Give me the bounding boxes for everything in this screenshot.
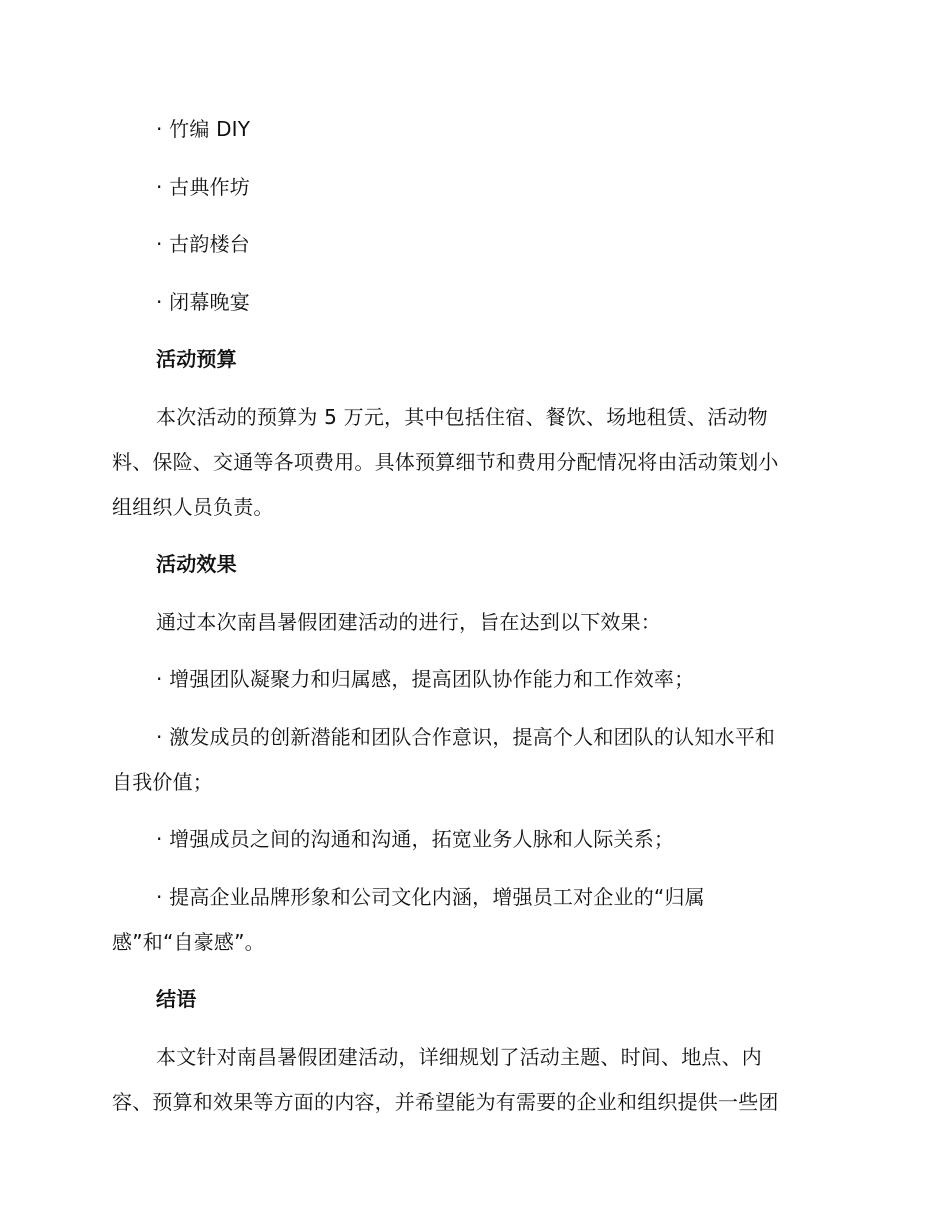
conclusion-paragraph-line: 本文针对南昌暑假团建活动，详细规划了活动主题、时间、地点、内: [156, 1045, 762, 1069]
budget-paragraph-line: 料、保险、交通等各项费用。具体预算细节和费用分配情况将由活动策划小: [112, 450, 779, 474]
effects-intro: 通过本次南昌暑假团建活动的进行，旨在达到以下效果：: [156, 610, 661, 634]
effects-heading: 活动效果: [156, 552, 237, 576]
activity-item: · 古典作坊: [156, 175, 250, 199]
effects-item-continuation: 自我价值；: [112, 770, 213, 794]
effects-item: · 激发成员的创新潜能和团队合作意识，提高个人和团队的认知水平和: [156, 725, 776, 749]
conclusion-paragraph-line: 容、预算和效果等方面的内容，并希望能为有需要的企业和组织提供一些团: [112, 1090, 779, 1114]
conclusion-heading: 结语: [156, 987, 197, 1011]
effects-item-continuation: 感”和“自豪感”。: [112, 930, 265, 954]
budget-paragraph-line: 组组织人员负责。: [112, 495, 274, 519]
activity-item: · 闭幕晚宴: [156, 290, 250, 314]
effects-item: · 增强成员之间的沟通和沟通，拓宽业务人脉和人际关系；: [156, 827, 675, 851]
activity-item: · 古韵楼台: [156, 232, 250, 256]
activity-item: · 竹编 DIY: [156, 117, 251, 141]
budget-heading: 活动预算: [156, 347, 237, 371]
effects-item: · 提高企业品牌形象和公司文化内涵，增强员工对企业的“归属: [156, 885, 705, 909]
effects-item: · 增强团队凝聚力和归属感，提高团队协作能力和工作效率；: [156, 667, 695, 691]
budget-paragraph-line: 本次活动的预算为 5 万元，其中包括住宿、餐饮、场地租赁、活动物: [156, 405, 768, 429]
